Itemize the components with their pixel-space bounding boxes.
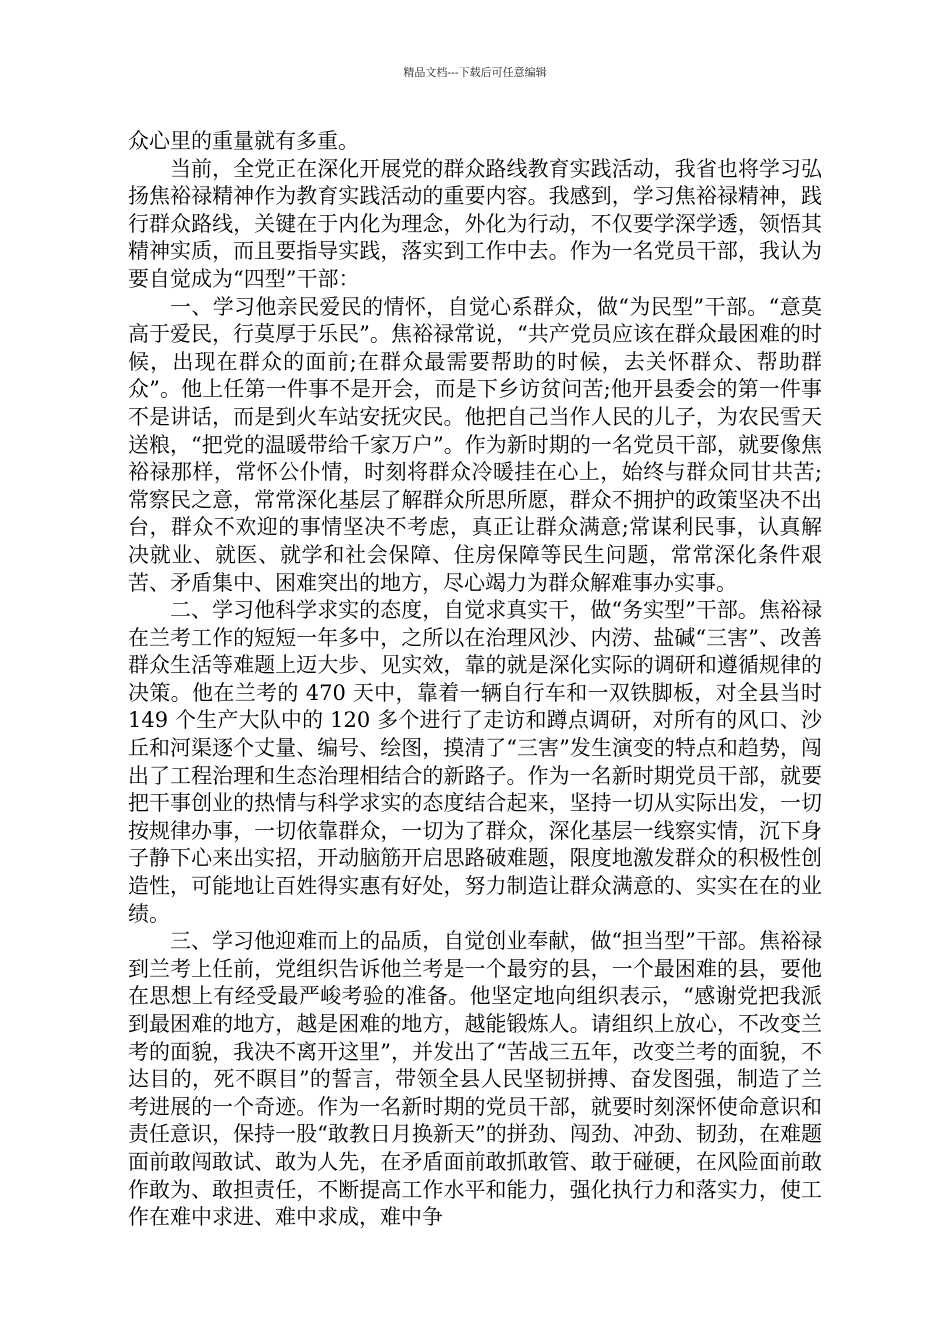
paragraph-continuation: 众心里的重量就有多重。 [128,129,359,153]
paragraph-section-one: 一、学习他亲民爱民的情怀，自觉心系群众，做“为民型”干部。“意莫高于爱民，行莫厚于乐民”。焦裕禄常说，“共产党员应该在群众最困难的时候，出现在群众的面前;在群众最需要帮助的时候，去关怀群众、帮助群众”。他上任第一件事不是开会，而是下乡访贫问苦;他开县委会的第一件事不是讲话，而是到火车站安抚灾民。他把自己当作人民的儿子，为农民雪天送粮，“把党的温暖带给千家万户”。作为新时期的一名党员干部，就要像焦裕禄那样，常怀公仆情，时刻将群众冷暖挂在心上，始终与群众同甘共苦;常察民之意，常常深化基层了解群众所思所愿，群众不拥护的政策坚决不出台，群众不欢迎的事情坚决不考虑，真正让群众满意;常谋利民事，认真解决就业、就医、就学和社会保障、住房保障等民生问题，常常深化条件艰苦、矛盾集中、困难突出的地方，尽心竭力为群众解难事办实事。 [128,294,822,595]
paragraph-section-two: 二、学习他科学求实的态度，自觉求真实干，做“务实型”干部。焦裕禄在兰考工作的短短一年多中，之所以在治理风沙、内涝、盐碱“三害”、改善群众生活等难题上迈大步、见实效，靠的就是深化实际的调研和遵循规律的决策。他在兰考的 470 天中，靠着一辆自行车和一双铁脚板，对全县当时 149 个生产大队中的 120 多个进行了走访和蹲点调研，对所有的风口、沙丘和河渠逐个丈量、编号、绘图，摸清了“三害”发生演变的特点和趋势，闯出了工程治理和生态治理相结合的新路子。作为一名新时期党员干部，就要把干事创业的热情与科学求实的态度结合起来，坚持一切从实际出发，一切按规律办事，一切依靠群众，一切为了群众，深化基层一线察实情，沉下身子静下心来出实招，开动脑筋开启思路破难题，限度地激发群众的积极性创造性，可能地让百姓得实惠有好处，努力制造让群众满意的、实实在在的业绩。 [128,598,822,926]
paragraph-section-three: 三、学习他迎难而上的品质，自觉创业奉献，做“担当型”干部。焦裕禄到兰考上任前，党组织告诉他兰考是一个最穷的县，一个最困难的县，要他在思想上有经受最严峻考验的准备。他坚定地向组织表示，“感谢党把我派到最困难的地方，越是困难的地方，越能锻炼人。请组织上放心，不改变兰考的面貌，我决不离开这里”，并发出了“苦战三五年，改变兰考的面貌，不达目的，死不瞑目”的誓言，带领全县人民坚韧拼搏、奋发图强，制造了兰考进展的一个奇迹。作为一名新时期的党员干部，就要时刻深怀使命意识和责任意识，保持一股“敢教日月换新天”的拼劲、闯劲、冲劲、韧劲，在难题面前敢闯敢试、敢为人先，在矛盾面前敢抓敢管、敢于碰硬，在风险面前敢作敢为、敢担责任，不断提高工作水平和能力，强化执行力和落实力，使工作在难中求进、难中求成，难中争 [128,929,822,1230]
paragraph-intro: 当前，全党正在深化开展党的群众路线教育实践活动，我省也将学习弘扬焦裕禄精神作为教育实践活动的重要内容。我感到，学习焦裕禄精神，践行群众路线，关键在于内化为理念，外化为行动，不仅要学深学透，领悟其精神实质，而且要指导实践，落实到工作中去。作为一名党员干部，我认为要自觉成为“四型”干部： [128,156,822,291]
page-header: 精品文档---下载后可任意编辑 [403,66,547,79]
document-body [128,128,822,1232]
